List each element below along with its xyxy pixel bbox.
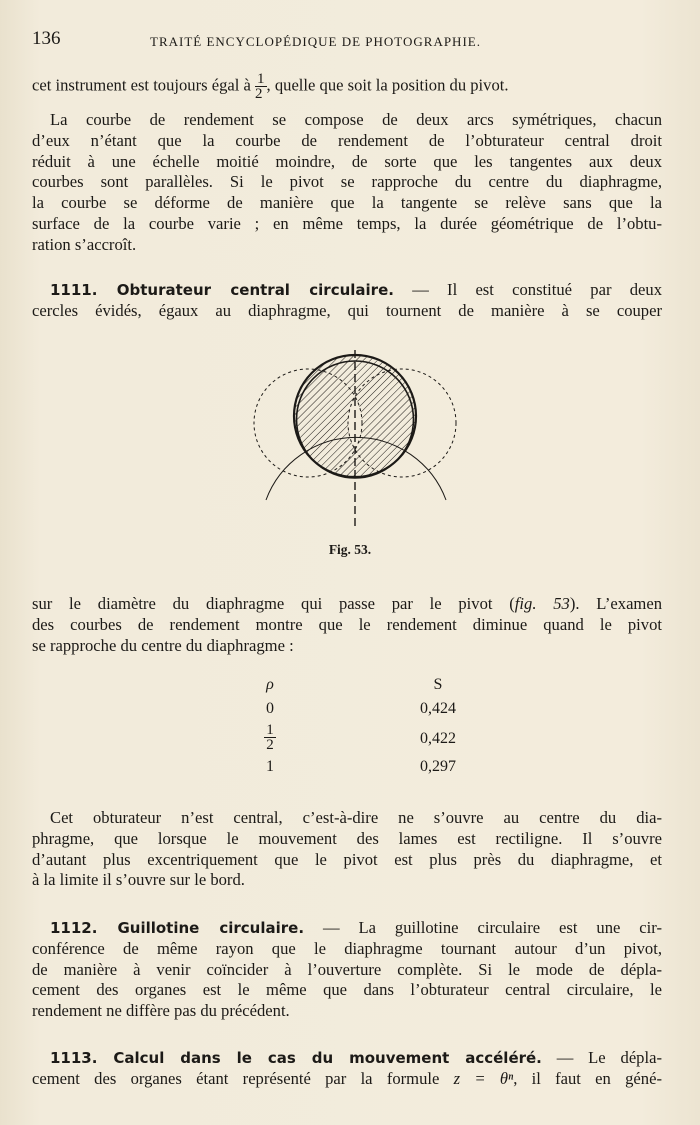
- frac-denominator: 2: [255, 86, 263, 102]
- s-value: 0,297: [420, 758, 456, 775]
- para2-line: des courbes de rendement montre que le rendement diminue quand le pivot: [32, 614, 662, 634]
- section-1113-text: — Le dépla-: [541, 1048, 662, 1067]
- fraction-one-half: [255, 72, 267, 101]
- section-1113-line2-after: , il faut en géné-: [513, 1068, 662, 1088]
- page-header: [32, 28, 660, 52]
- para3-line: à la limite il s’ouvre sur le bord.: [32, 870, 245, 890]
- s-value: 0,424: [420, 700, 456, 717]
- para3-line: d’autant plus excentriquement que le pivot est plus près du diaphragme, et: [32, 849, 662, 869]
- rho-value: 0: [266, 700, 274, 717]
- para1-line: d’eux n’étant que la courbe de rendement de l’obturateur central droit: [32, 130, 662, 150]
- para1-line: courbes sont parallèles. Si le pivot se rapproche du centre du diaphragme,: [32, 172, 662, 192]
- formula: z = θⁿ: [453, 1068, 514, 1088]
- table-row: [240, 758, 480, 780]
- column-header-s: S: [433, 676, 443, 693]
- para3-line: phragme, que lorsque le mouvement des lames est rectiligne. Il s’ouvre: [32, 828, 662, 848]
- paragraph-examen: [32, 594, 662, 656]
- para1-line: surface de la courbe varie ; en même temps, la durée géométrique de l’obtu-: [32, 213, 662, 233]
- section-1111-title: 1111. Obturateur central circulaire.: [50, 281, 394, 299]
- section-1112-line: cement des organes est le même que dans l’obturateur central circulaire, le: [32, 980, 662, 1000]
- figure-reference: fig. 53: [514, 594, 570, 613]
- section-1112: [32, 918, 662, 1022]
- section-1112-text: — La guillotine circulaire est une cir-: [304, 918, 663, 937]
- frac-numerator: 1: [266, 722, 274, 738]
- para1-line: ration s’accroît.: [32, 234, 137, 254]
- para1-line: réduit à une échelle moitié moindre, de sorte que les tangentes aux deux: [32, 151, 662, 171]
- table-header-row: [240, 676, 480, 698]
- section-1113-line2-before: cement des organes étant représenté par la formule: [32, 1068, 454, 1088]
- page-number: 136: [32, 28, 61, 49]
- section-1111: [32, 280, 662, 322]
- intro-text-before: cet instrument est toujours égal à: [32, 75, 251, 95]
- intro-line: [32, 72, 662, 101]
- para1-line: La courbe de rendement se compose de deux arcs symétriques, chacun: [50, 110, 662, 129]
- rho-value: 1: [266, 758, 274, 775]
- column-header-rho: ρ: [266, 676, 274, 693]
- frac-numerator: 1: [257, 71, 265, 87]
- figure-caption: Fig. 53.: [328, 542, 372, 557]
- para2-line: se rapproche du centre du diaphragme :: [32, 635, 294, 655]
- frac-denominator: 2: [266, 737, 274, 753]
- rho-s-table: [240, 676, 480, 780]
- paragraph-central: [32, 808, 662, 891]
- running-title: TRAITÉ ENCYCLOPÉDIQUE DE PHOTOGRAPHIE.: [150, 34, 481, 49]
- figure-53-diagram: [248, 348, 458, 533]
- paragraph-courbe: [32, 110, 662, 256]
- rho-fraction: [260, 723, 280, 752]
- section-1113: [32, 1048, 662, 1090]
- section-1111-text: — Il est constitué par deux: [393, 280, 662, 299]
- section-1112-title: 1112. Guillotine circulaire.: [50, 919, 305, 937]
- para3-line: Cet obturateur n’est central, c’est-à-dire ne s’ouvre au centre du dia-: [50, 808, 662, 827]
- para1-line: la courbe se déforme de manière que la tangente se relève sans que la: [32, 193, 662, 213]
- section-1112-line: conférence de même rayon que le diaphragme tournant autour d’un pivot,: [32, 938, 662, 958]
- hatched-diaphragm: [248, 348, 458, 533]
- table-row: [240, 722, 480, 758]
- para2-text-before: sur le diamètre du diaphragme qui passe par le pivot (: [32, 594, 515, 613]
- s-value: 0,422: [420, 730, 456, 747]
- para2-text-after: ). L’examen: [569, 594, 662, 613]
- section-1111-line2: cercles évidés, égaux au diaphragme, qui tournent de manière à se couper: [32, 300, 662, 320]
- intro-text-after: , quelle que soit la position du pivot.: [266, 75, 509, 95]
- section-1112-line: de manière à venir coïncider à l’ouverture complète. Si le mode de dépla-: [32, 959, 662, 979]
- section-1112-line: rendement ne diffère pas du précédent.: [32, 1001, 290, 1021]
- section-1113-title: 1113. Calcul dans le cas du mouvement accéléré.: [50, 1049, 542, 1067]
- table-row: [240, 700, 480, 722]
